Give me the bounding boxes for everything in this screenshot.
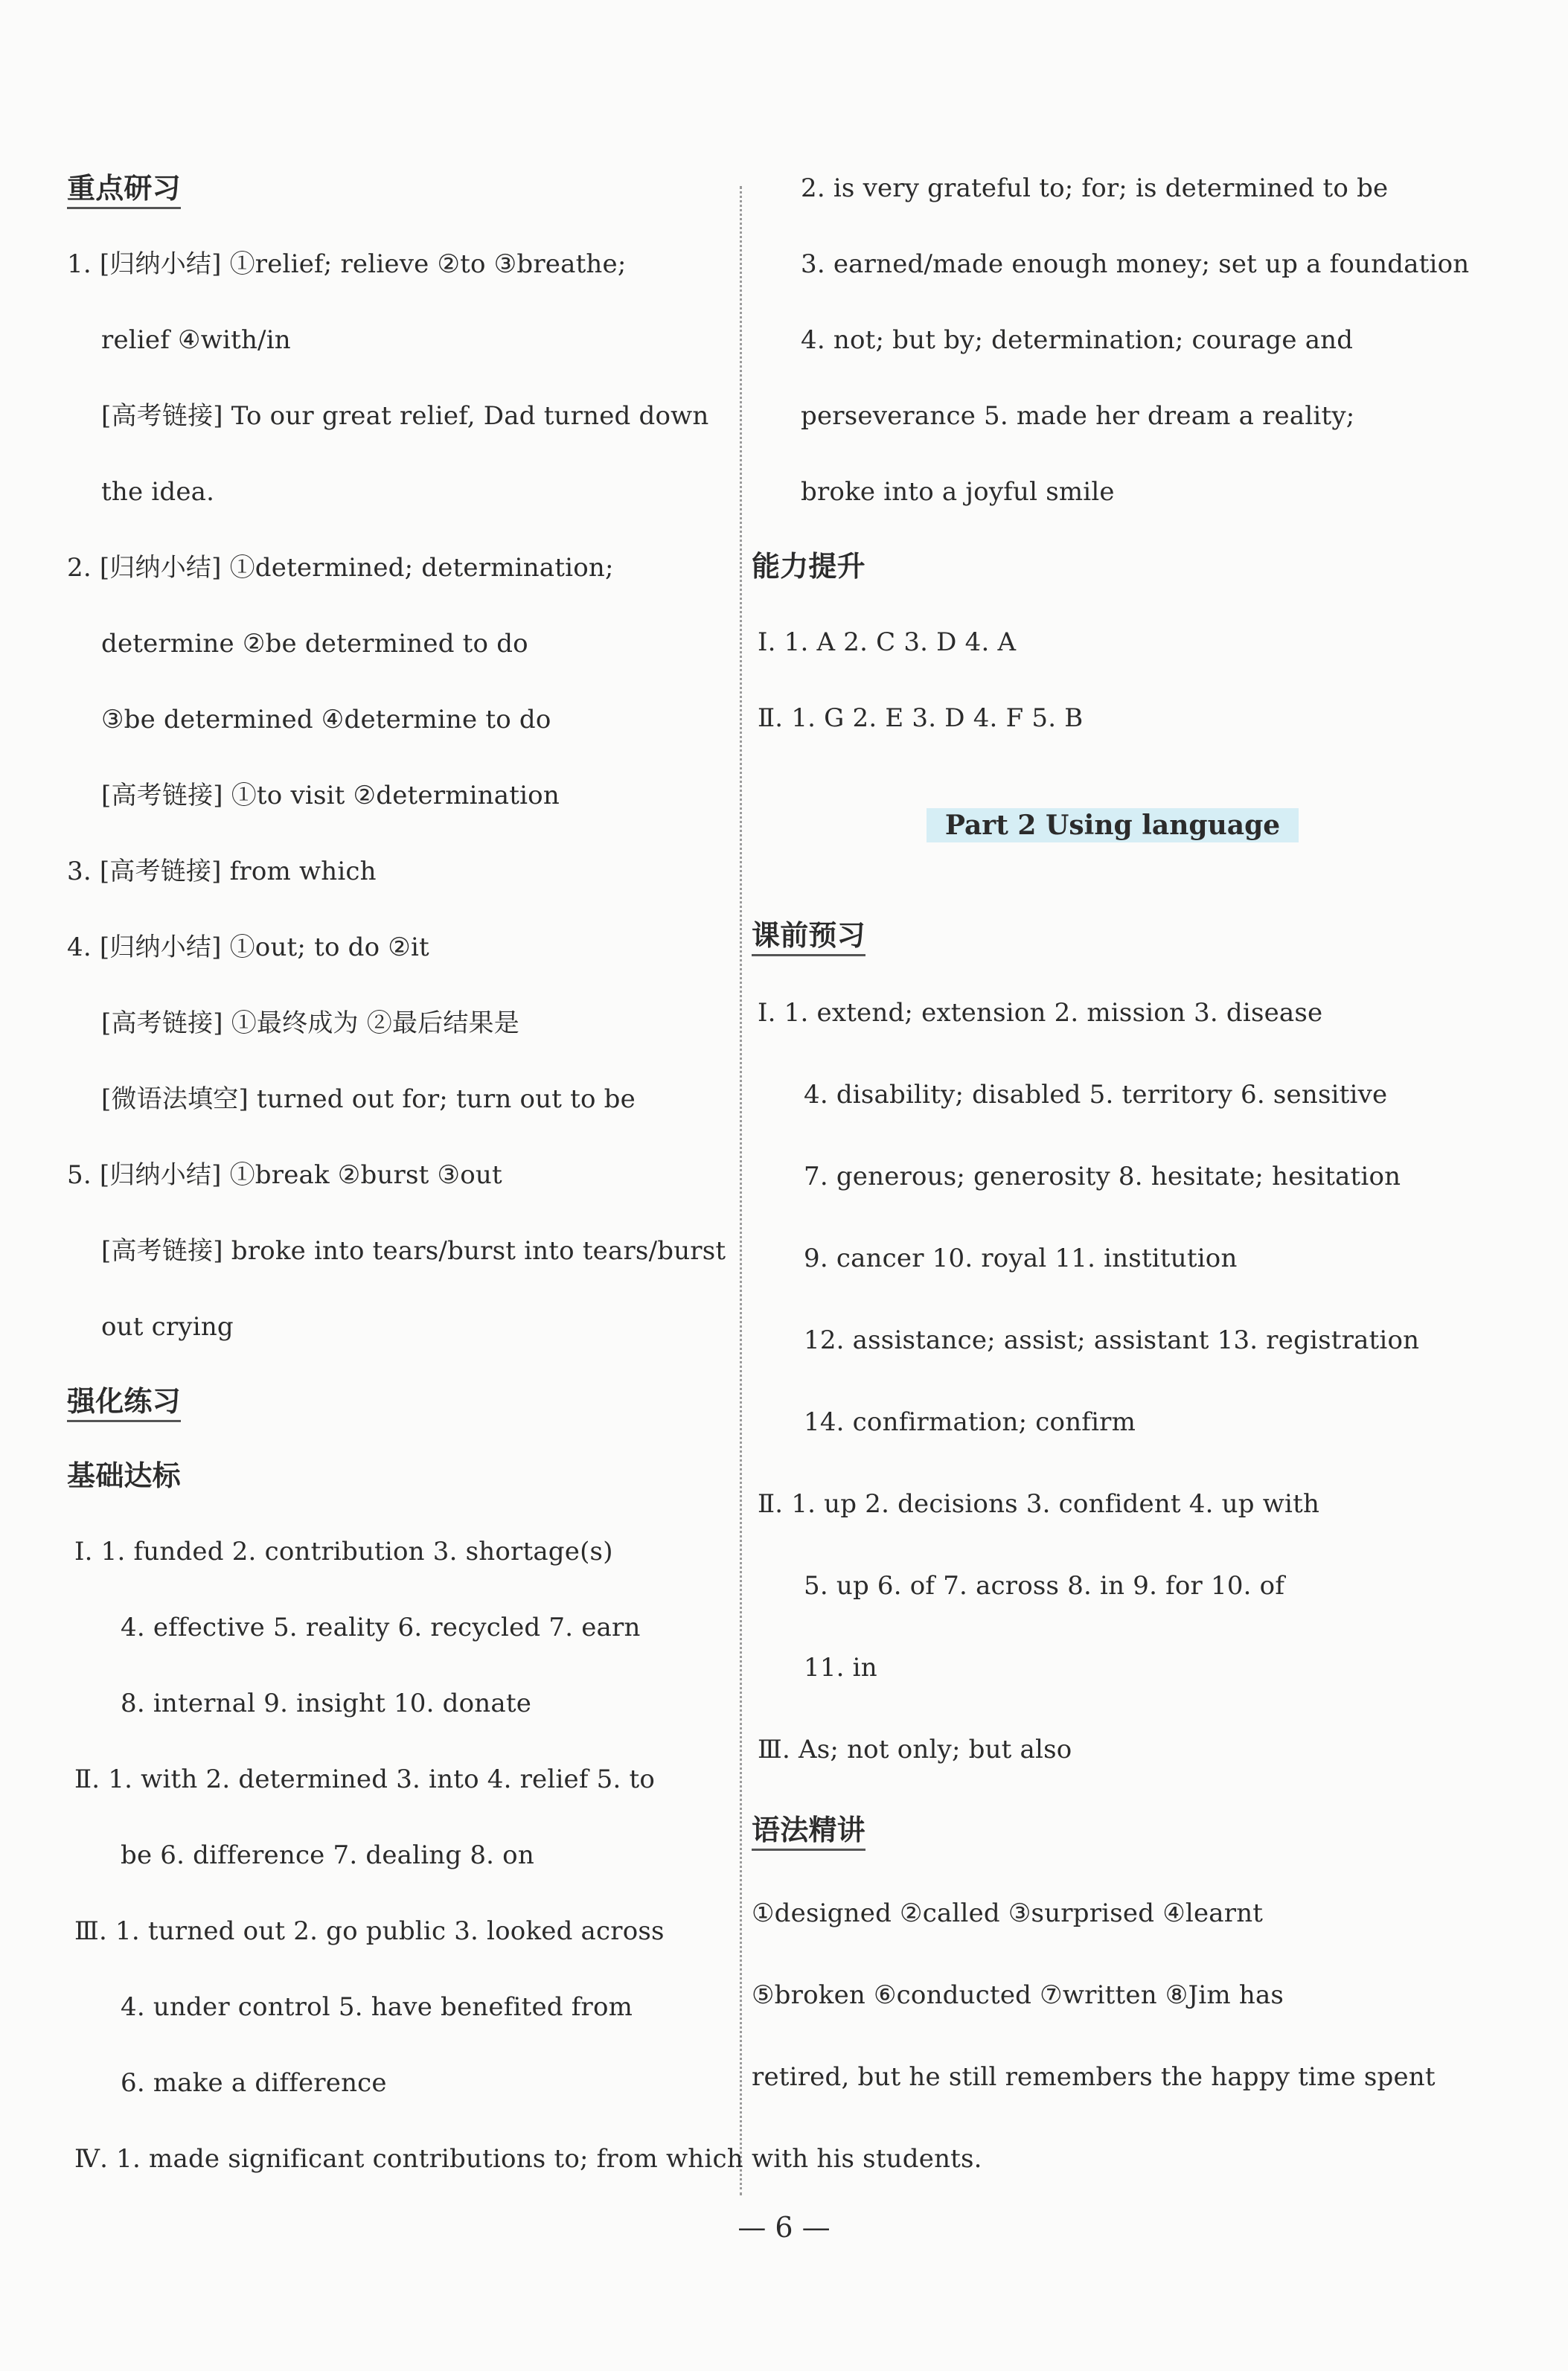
answer-line: Ⅰ. 1. extend; extension 2. mission 3. disease <box>758 998 1323 1028</box>
answer-line: 8. internal 9. insight 10. donate <box>121 1689 532 1718</box>
answer-line: 4. effective 5. reality 6. recycled 7. earn <box>121 1613 641 1642</box>
column-divider <box>740 186 742 2195</box>
answer-line: 1. [归纳小结] ①relief; relieve ②to ③breathe; <box>67 249 627 279</box>
answer-line: relief ④with/in <box>101 325 291 355</box>
part-banner: Part 2 Using language <box>927 808 1299 842</box>
answer-line: 2. is very grateful to; for; is determined to be <box>801 173 1389 203</box>
answer-line: 7. generous; generosity 8. hesitate; hesitation <box>804 1162 1401 1191</box>
answer-line: the idea. <box>101 477 215 507</box>
answer-line: determine ②be determined to do <box>101 629 528 659</box>
answer-line: out crying <box>101 1312 234 1342</box>
answer-line: 5. [归纳小结] ①break ②burst ③out <box>67 1160 502 1190</box>
answer-line: 4. not; but by; determination; courage and <box>801 325 1354 355</box>
answer-line: Ⅱ. 1. up 2. decisions 3. confident 4. up with <box>758 1489 1320 1519</box>
answer-line: be 6. difference 7. dealing 8. on <box>121 1840 534 1870</box>
answer-line: Ⅲ. As; not only; but also <box>758 1735 1072 1764</box>
answer-line: 12. assistance; assist; assistant 13. registration <box>804 1325 1420 1355</box>
answer-line: 3. earned/made enough money; set up a foundation <box>801 249 1470 279</box>
answer-line: [微语法填空] turned out for; turn out to be <box>101 1084 636 1114</box>
answer-line: Ⅱ. 1. G 2. E 3. D 4. F 5. B <box>758 703 1084 733</box>
answer-line: ⑤broken ⑥conducted ⑦written ⑧Jim has <box>752 1980 1284 2010</box>
answer-line: with his students. <box>752 2144 982 2174</box>
answer-line: Ⅰ. 1. A 2. C 3. D 4. A <box>758 627 1017 657</box>
subsection-heading-basic: 基础达标 <box>67 1459 181 1492</box>
answer-line: 11. in <box>804 1653 877 1683</box>
answer-line: retired, but he still remembers the happy time spent <box>752 2062 1436 2092</box>
answer-line: 9. cancer 10. royal 11. institution <box>804 1244 1238 1273</box>
answer-line: perseverance 5. made her dream a reality; <box>801 401 1355 431</box>
answer-line: 4. [归纳小结] ①out; to do ②it <box>67 932 429 962</box>
answer-line: [高考链接] ①最终成为 ②最后结果是 <box>101 1008 519 1038</box>
answer-line: [高考链接] broke into tears/burst into tears/burst <box>101 1236 726 1266</box>
section-heading-ability: 能力提升 <box>752 550 865 583</box>
answer-line: 3. [高考链接] from which <box>67 857 377 886</box>
answer-line: broke into a joyful smile <box>801 477 1115 507</box>
answer-line: [高考链接] ①to visit ②determination <box>101 781 560 810</box>
section-heading-practice: 强化练习 <box>67 1384 181 1422</box>
answer-line: Ⅳ. 1. made significant contributions to; from which <box>74 2144 743 2174</box>
page-number: — 6 — <box>737 2211 831 2244</box>
section-heading-grammar: 语法精讲 <box>752 1813 865 1851</box>
answer-line: 4. under control 5. have benefited from <box>121 1992 633 2022</box>
answer-line: 4. disability; disabled 5. territory 6. sensitive <box>804 1080 1388 1110</box>
answer-line: 6. make a difference <box>121 2068 387 2098</box>
answer-line: ③be determined ④determine to do <box>101 705 551 735</box>
section-heading-preview: 课前预习 <box>752 918 865 956</box>
answer-line: 5. up 6. of 7. across 8. in 9. for 10. of <box>804 1571 1285 1601</box>
answer-line: [高考链接] To our great relief, Dad turned down <box>101 401 709 431</box>
answer-line: Ⅱ. 1. with 2. determined 3. into 4. relief 5. to <box>74 1764 656 1794</box>
answer-line: Ⅲ. 1. turned out 2. go public 3. looked across <box>74 1916 665 1946</box>
answer-line: 2. [归纳小结] ①determined; determination; <box>67 553 614 583</box>
section-heading-key-study: 重点研习 <box>67 171 181 209</box>
answer-line: Ⅰ. 1. funded 2. contribution 3. shortage(s) <box>74 1537 613 1567</box>
answer-line: 14. confirmation; confirm <box>804 1407 1136 1437</box>
answer-line: ①designed ②called ③surprised ④learnt <box>752 1898 1264 1928</box>
